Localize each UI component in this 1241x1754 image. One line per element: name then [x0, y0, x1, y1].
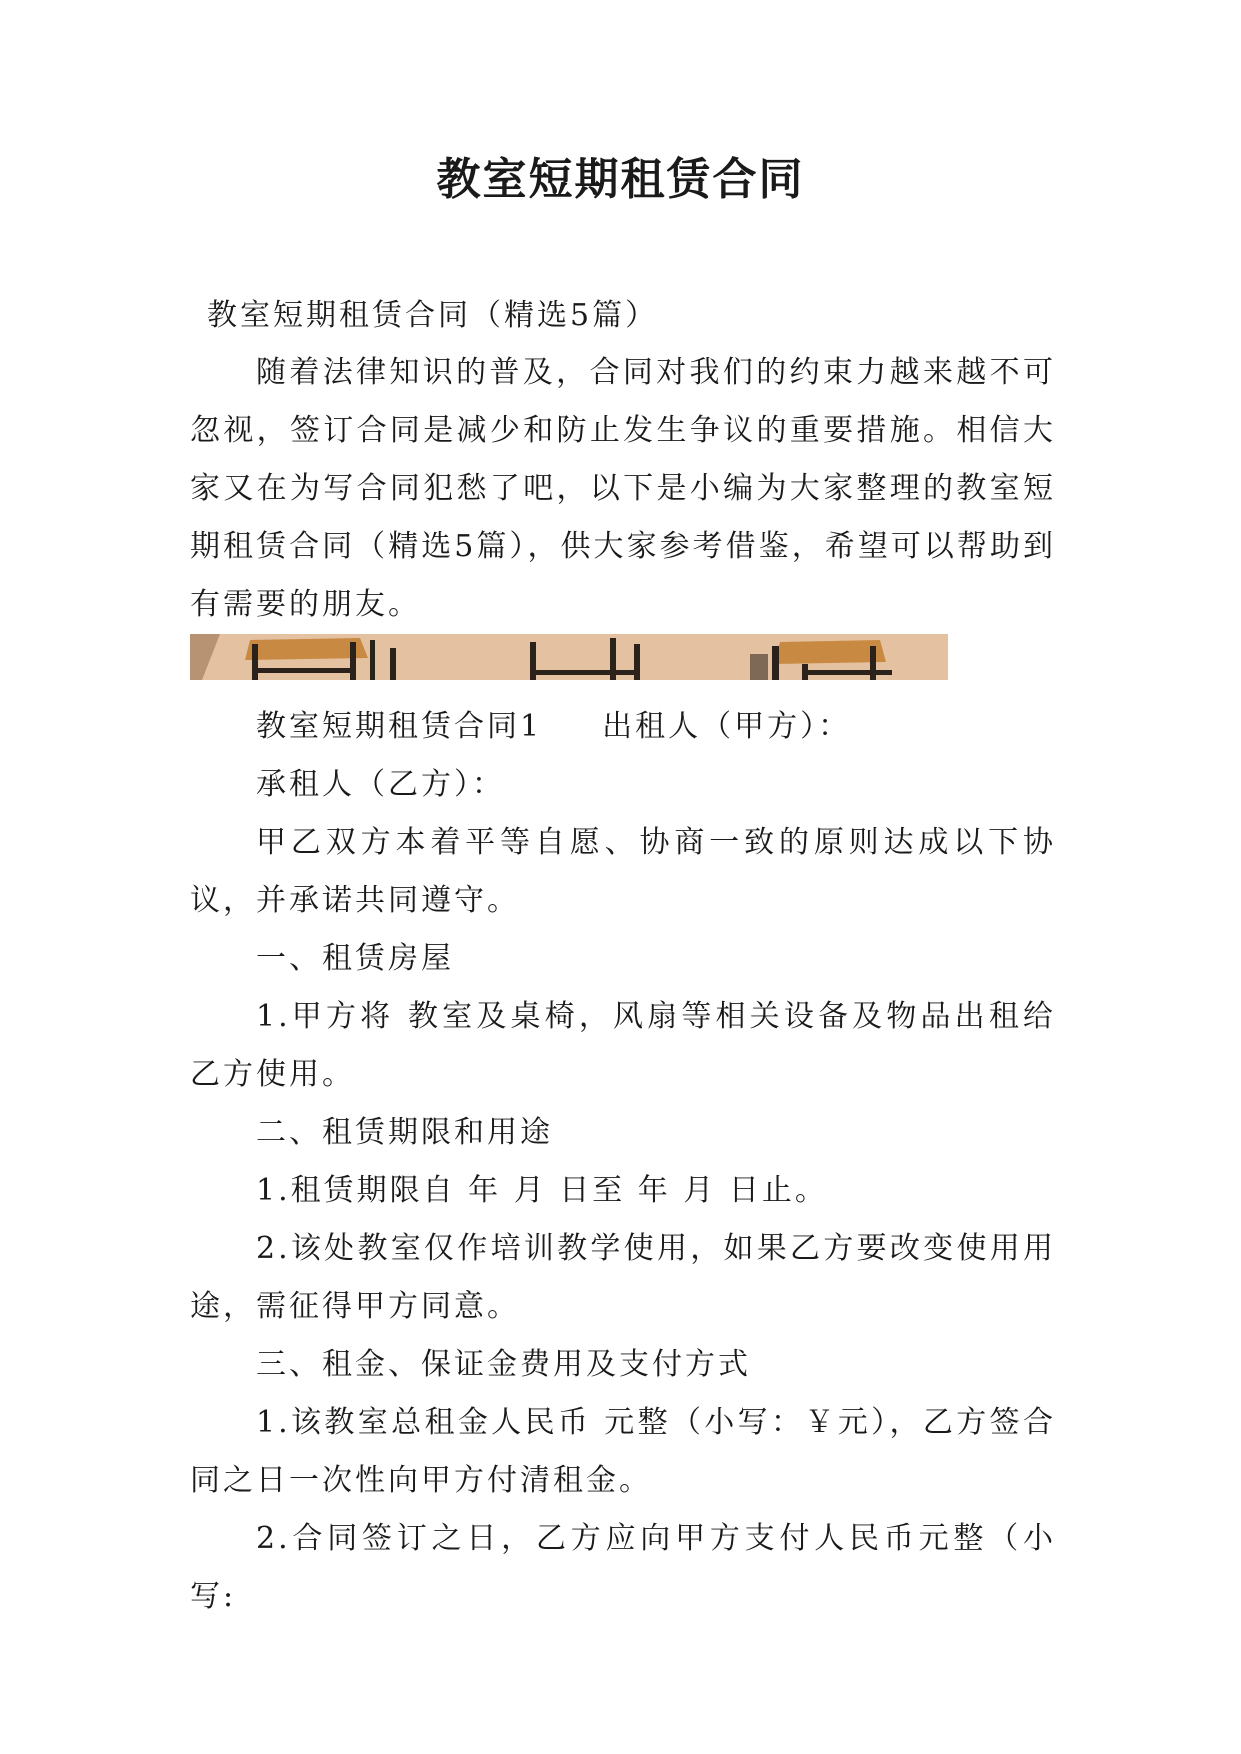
chairs-illustration [190, 634, 948, 680]
section-heading: 一、租赁房屋 [256, 941, 454, 976]
contract-paragraph: 甲乙双方本着平等自愿、协商一致的原则达成以下协议，并承诺共同遵守。 [190, 825, 1056, 918]
contract-paragraph: 1.租赁期限自 年 月 日至 年 月 日止。 [256, 1173, 828, 1208]
contract-heading-line [190, 698, 1056, 756]
page-title: 教室短期租赁合同 [436, 154, 805, 205]
contract-paragraph: 2.该处教室仅作培训教学使用，如果乙方要改变使用用途，需征得甲方同意。 [190, 1231, 1056, 1324]
classroom-chairs-image [190, 634, 948, 680]
lessee-line: 承租人（乙方）： [256, 767, 505, 802]
lessor-line: 出租人（甲方）： [602, 709, 852, 744]
section-heading: 二、租赁期限和用途 [256, 1115, 553, 1150]
contract-body [190, 698, 1056, 1626]
contract-paragraph: 1.该教室总租金人民币 元整（小写：￥元），乙方签合同之日一次性向甲方付清租金。 [190, 1405, 1056, 1498]
document-subtitle: 教室短期租赁合同（精选5篇） [207, 298, 659, 333]
contract-heading: 教室短期租赁合同1 [256, 709, 543, 744]
section-heading: 三、租金、保证金费用及支付方式 [256, 1347, 751, 1382]
contract-paragraph: 2.合同签订之日，乙方应向甲方支付人民币元整（小写: [190, 1521, 1056, 1614]
contract-paragraph: 1.甲方将 教室及桌椅，风扇等相关设备及物品出租给乙方使用。 [190, 999, 1056, 1092]
intro-paragraph: 随着法律知识的普及，合同对我们的约束力越来越不可忽视，签订合同是减少和防止发生争议的重要措施。相信大家又在为写合同犯愁了吧，以下是小编为大家整理的教室短期租赁合同（精选5篇），供大家参考借鉴，希望可以帮助到有需要的朋友。 [190, 355, 1056, 622]
